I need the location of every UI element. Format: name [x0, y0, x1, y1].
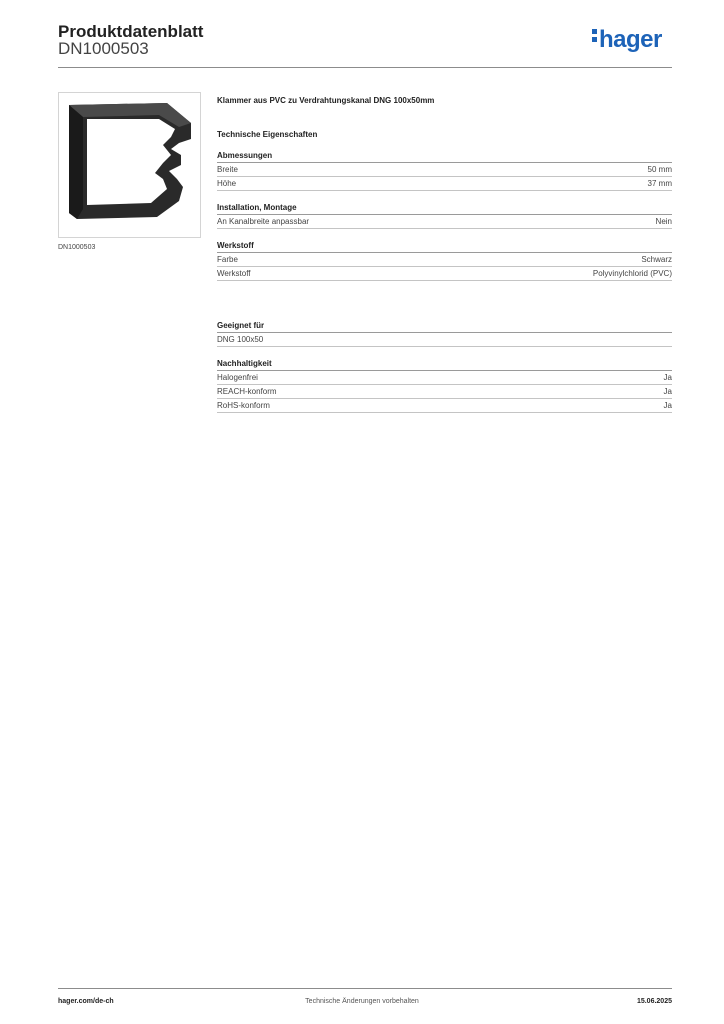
header-divider: [58, 67, 672, 68]
row-value: Schwarz: [641, 255, 672, 264]
table-row: [217, 267, 672, 281]
row-label: An Kanalbreite anpassbar: [217, 217, 310, 226]
page-title: Produktdatenblatt: [58, 22, 204, 41]
hager-logo: [592, 26, 662, 54]
group-sustainability: [217, 359, 672, 413]
footer-notice: Technische Änderungen vorbehalten: [305, 998, 419, 1005]
row-value: Nein: [655, 217, 672, 226]
footer-divider: [58, 988, 672, 989]
row-value: Ja: [663, 387, 672, 396]
content-area: [217, 96, 672, 425]
table-row: [217, 163, 672, 177]
row-label: REACH-konform: [217, 387, 277, 396]
row-label: Farbe: [217, 255, 238, 264]
table-row: [217, 253, 672, 267]
row-value: 37 mm: [647, 179, 672, 188]
row-value: Polyvinylchlorid (PVC): [592, 269, 672, 278]
cable-clamp-icon: [59, 93, 200, 237]
tech-heading: Technische Eigenschaften: [217, 130, 318, 139]
group-material: [217, 241, 672, 281]
footer-website-link[interactable]: hager.com/de-ch: [58, 998, 114, 1005]
product-description: Klammer aus PVC zu Verdrahtungskanal DNG 100x50mm: [217, 96, 435, 105]
table-row: [217, 177, 672, 191]
row-label: Halogenfrei: [217, 373, 258, 382]
group-dimensions: [217, 151, 672, 191]
product-image: [58, 92, 201, 238]
group-title: Werkstoff: [217, 241, 672, 253]
row-label: Werkstoff: [217, 269, 251, 278]
group-title: Geeignet für: [217, 321, 672, 333]
row-value: 50 mm: [647, 165, 672, 174]
row-value: Ja: [663, 401, 672, 410]
row-label: RoHS-konform: [217, 401, 270, 410]
row-label: DNG 100x50: [217, 335, 264, 344]
table-row: [217, 333, 672, 347]
group-title: Abmessungen: [217, 151, 672, 163]
table-row: [217, 371, 672, 385]
table-row: [217, 385, 672, 399]
footer-date: 15.06.2025: [636, 998, 672, 1005]
logo-text: hager: [599, 26, 662, 53]
product-code: DN1000503: [58, 39, 149, 58]
group-title: Nachhaltigkeit: [217, 359, 672, 371]
group-installation: [217, 203, 672, 229]
table-row: [217, 215, 672, 229]
group-suitable-for: [217, 321, 672, 347]
row-value: Ja: [663, 373, 672, 382]
image-caption: DN1000503: [58, 244, 96, 251]
row-label: Höhe: [217, 179, 237, 188]
row-label: Breite: [217, 165, 238, 174]
group-title: Installation, Montage: [217, 203, 672, 215]
logo-dots-icon: [592, 26, 598, 45]
table-row: [217, 399, 672, 413]
